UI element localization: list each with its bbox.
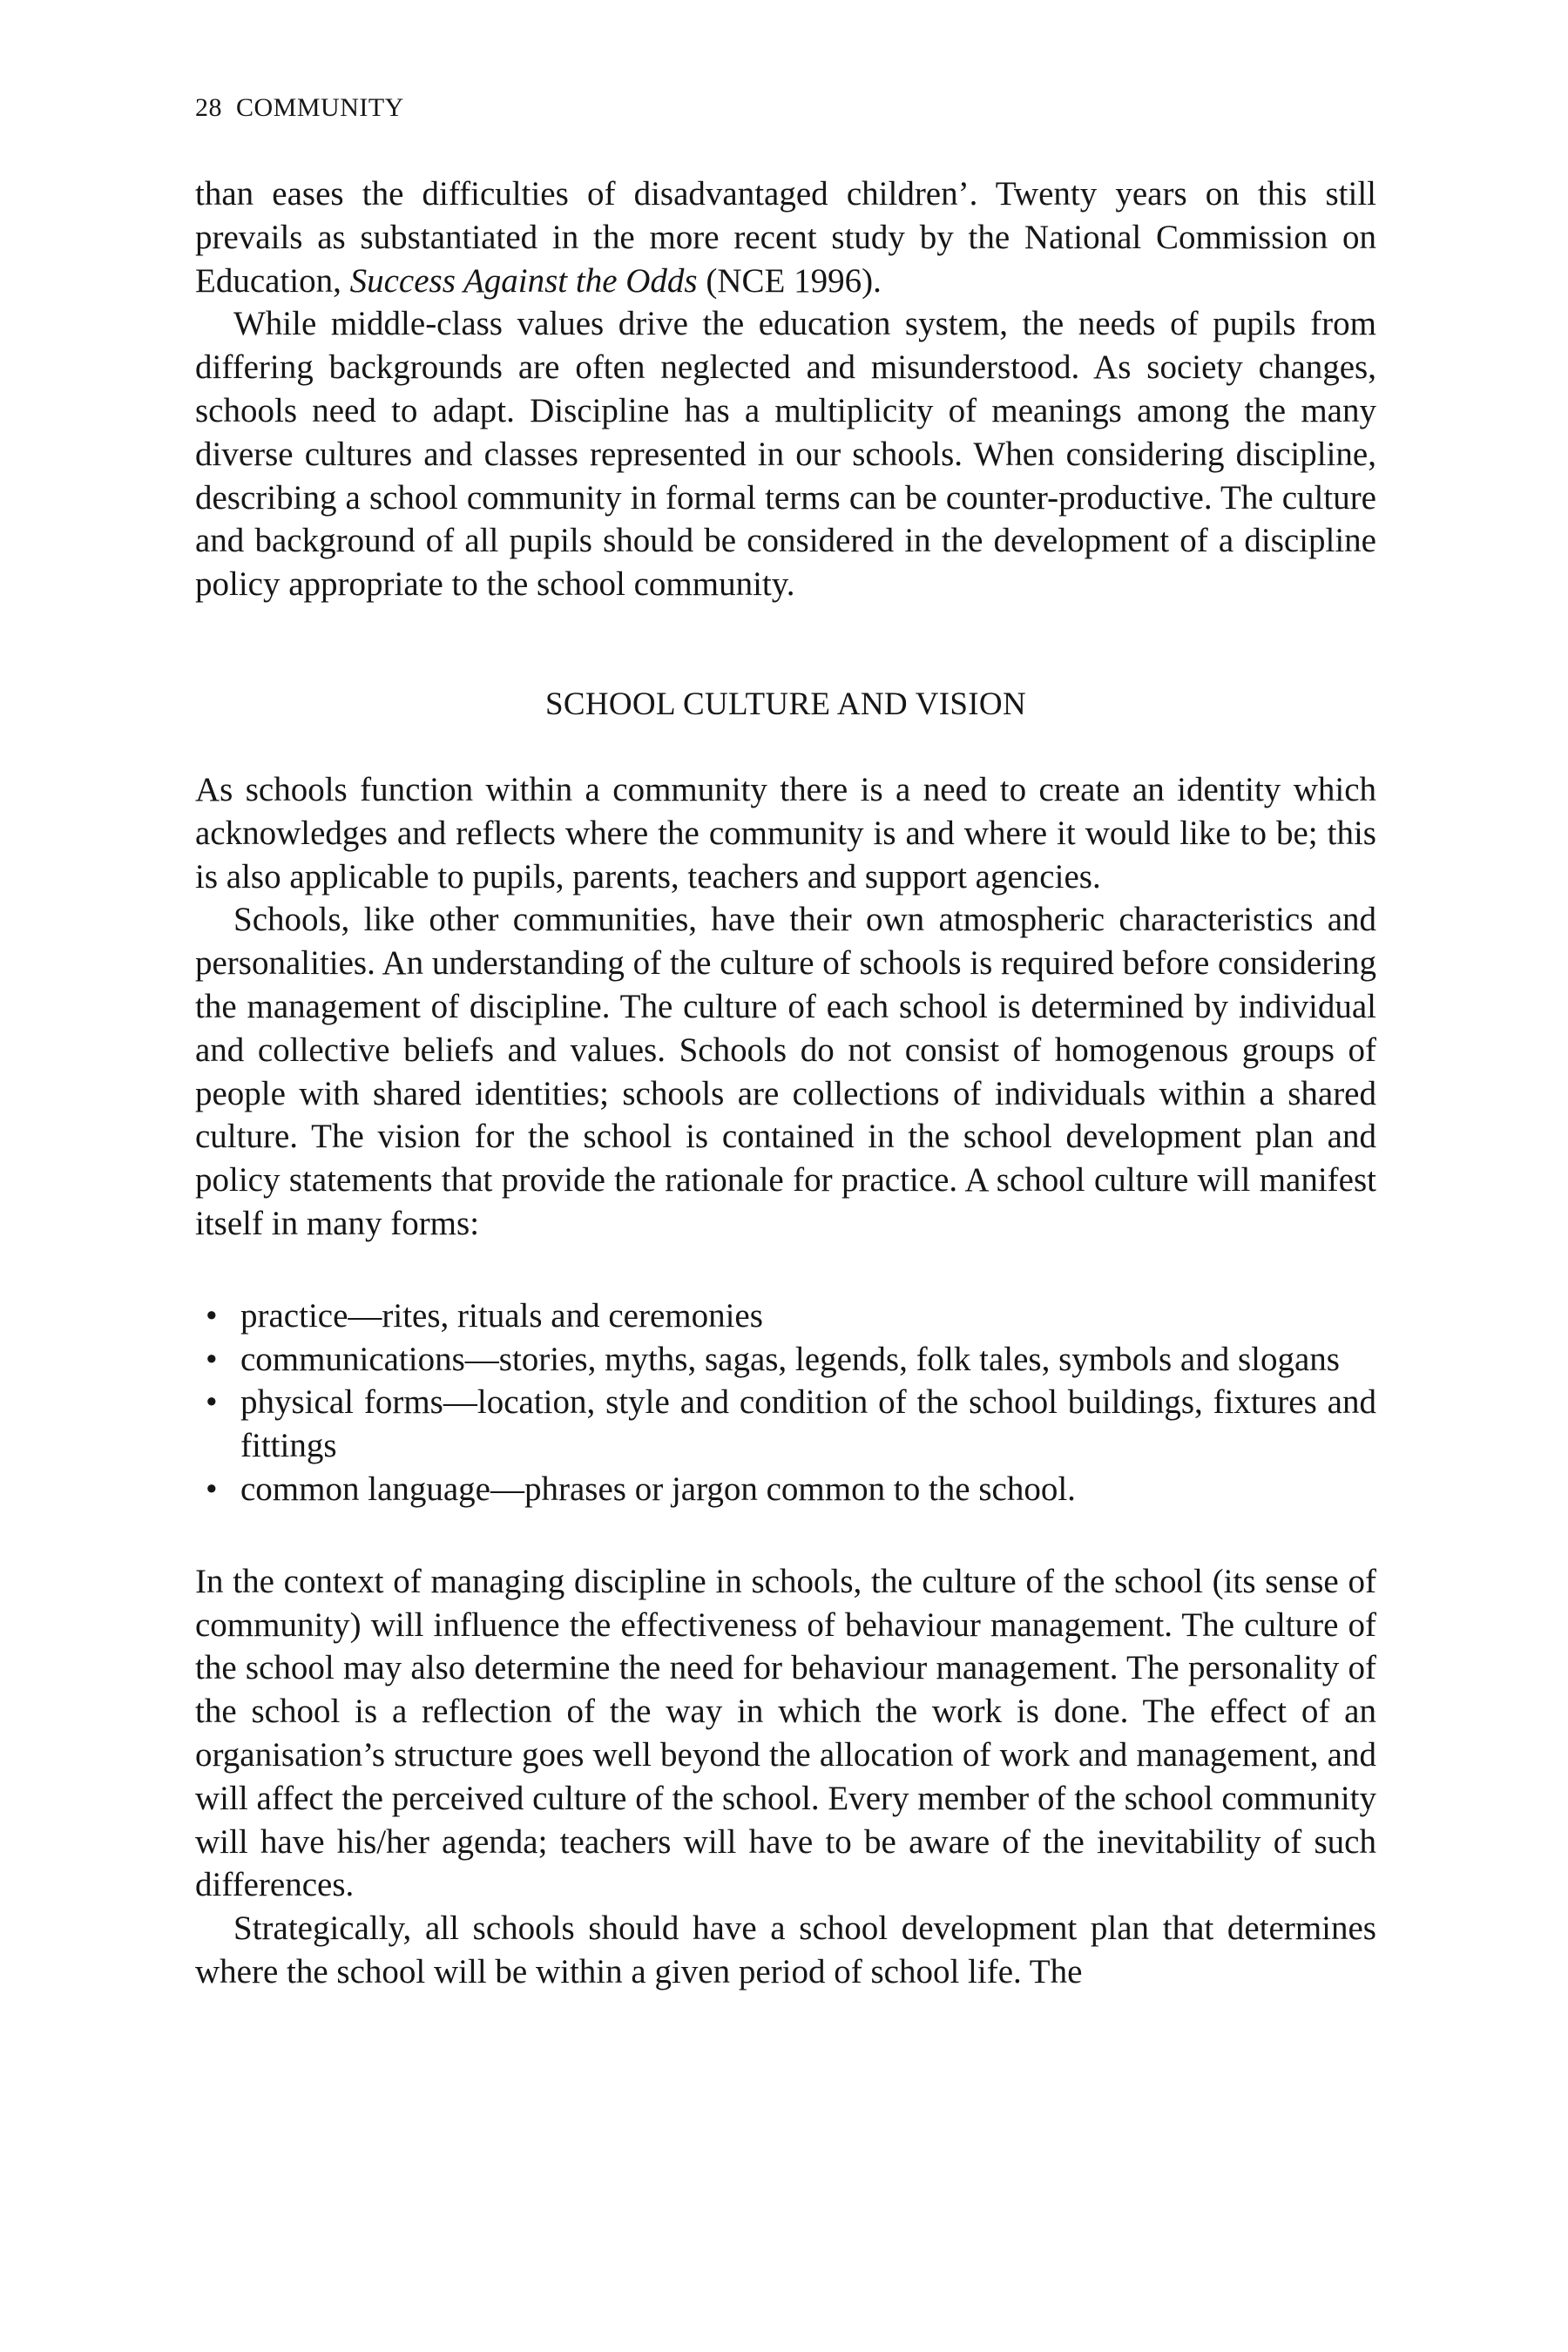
paragraph-managing-discipline: In the context of managing discipline in schools, the culture of the school (its sense of community) will influence the effectiveness of behaviour management. The culture of the school may also determine the need for behaviour management. The personality of the school is a reflection of the way in which the work is done. The effect of an organisation’s structure goes well beyond the allocation of work and management, and will affect the perceived culture of the school. Every member of the school community will have his/her agenda; teachers will have to be aware of the inevitability of such differences. <box>195 1562 1376 1904</box>
section-heading: SCHOOL CULTURE AND VISION <box>545 686 1026 722</box>
list-item: • practice—rites, rituals and ceremonies <box>195 1294 1376 1338</box>
paragraph-continued: than eases the difficulties of disadvantaged children’. Twenty years on this still prevails as substantiated in the more recent study by the National Commission on Education, Success Against the Odds (NCE 1996). <box>195 175 1376 300</box>
running-header <box>195 91 1376 125</box>
paragraph-middle-class-values: While middle-class values drive the education system, the needs of pupils from differing backgrounds are often neglected and misunderstood. As society changes, schools need to adapt. Discipline has a multiplicity of meanings among the many diverse cultures and classes represented in our schools. When considering discipline, describing a school community in formal terms can be counter-productive. The culture and background of all pupils should be considered in the development of a discipline policy appropriate to the school community. <box>195 305 1376 604</box>
bullet-icon: • <box>206 1296 218 1335</box>
page-number: 28 <box>195 93 222 122</box>
book-page <box>195 91 1376 1994</box>
paragraph-development-plan: Strategically, all schools should have a school development plan that determines where the school will be within a given period of school life. The <box>195 1909 1376 1990</box>
paragraph-community-identity: As schools function within a community there is a need to create an identity which acknowledges and reflects where the community is and where it would like to be; this is also applicable to pupils, parents, teachers and support agencies. <box>195 770 1376 896</box>
bullet-icon: • <box>206 1470 218 1508</box>
running-title: COMMUNITY <box>236 93 404 122</box>
culture-forms-list <box>195 1294 1376 1511</box>
paragraph-school-culture: Schools, like other communities, have their own atmospheric characteristics and personalities. An understanding of the culture of schools is required before considering the management of discipline. The culture of each school is determined by individual and collective beliefs and values. Schools do not consist of homogenous groups of people with shared identities; schools are collections of individuals within a shared culture. The vision for the school is contained in the school development plan and policy statements that provide the rationale for practice. A school culture will manifest itself in many forms: <box>195 901 1376 1242</box>
list-item: • communications—stories, myths, sagas, legends, folk tales, symbols and slogans <box>195 1338 1376 1382</box>
bullet-icon: • <box>206 1383 218 1422</box>
list-item: • common language—phrases or jargon common to the school. <box>195 1468 1376 1511</box>
bullet-icon: • <box>206 1340 218 1378</box>
cited-title: Success Against the Odds <box>349 261 698 300</box>
list-item: • physical forms—location, style and condition of the school buildings, fixtures and fittings <box>195 1381 1376 1468</box>
